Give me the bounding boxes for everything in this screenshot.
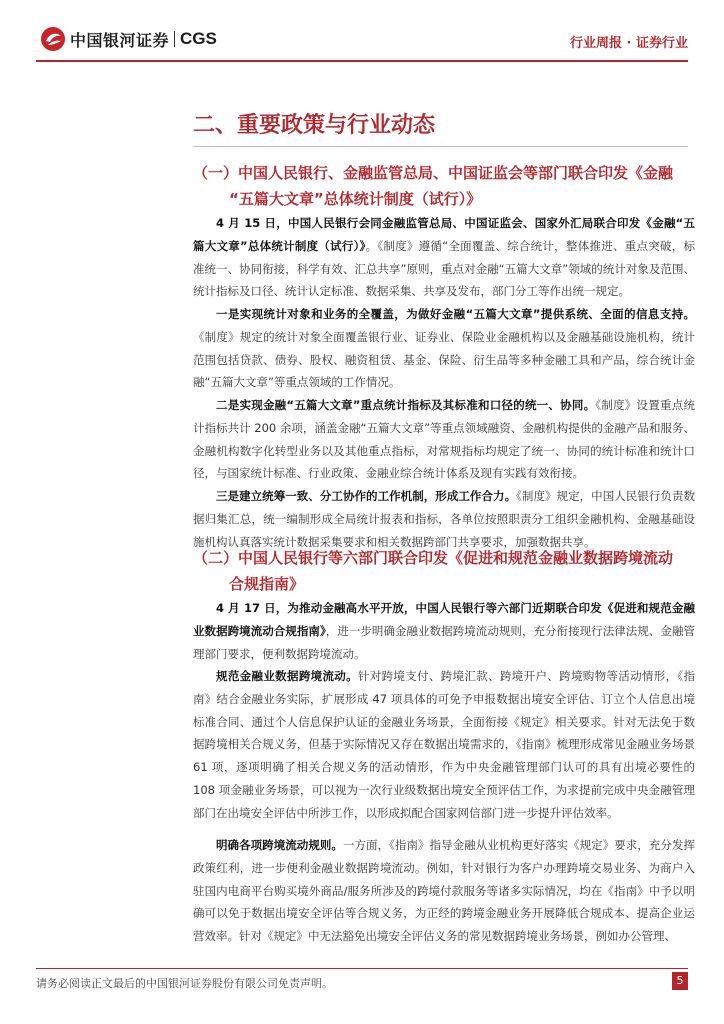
paragraph-2 xyxy=(193,303,695,394)
subsection-title-2-line1: （二）中国人民银行等六部门联合印发《促进和规范金融业数据跨境流动 xyxy=(193,549,674,567)
header-divider xyxy=(36,60,688,62)
paragraph-3-body: 《制度》设置重点统计指标共计 200 余项，涵盖金融“五篇大文章”等重点领域融资、金融机构提供的金融产品和服务、金融机构数字化转型业务以及其他重点指标，对常规指标均规定了统一、协同的统计标准和统计口径，与国家统计标准、行业政策、金融业综合统计体系及现有实践有效衔接。 xyxy=(193,398,695,481)
paragraph-6-body: 针对跨境支付、跨境汇款、跨境开户、跨境购物等活动情形，《指南》结合金融业务实际，扩展形成 47 项具体的可免予申报数据出境安全评估、订立个人信息出境标准合同、通过个人信息保护认证的金融业务场景，全面衔接《规定》相关要求。针对无法免于数据跨境相关合规义务，但基于实际情况又存在数据出境需求的，《指南》梳理形成常见金融业务场景 61 项，逐项明确了相关合规义务的活动情形，作为中央金融管理部门认可的具有出境必要性的 108 项金融业务场景，可以视为一次行业级数据出境安全预评估工作，为求提前完成中央金融管理部门在出境安全评估中所涉工作，以形成拟配合国家网信部门进一步提升评估效率。 xyxy=(193,669,696,820)
page-header xyxy=(0,0,724,66)
paragraph-4 xyxy=(193,485,695,553)
subsection-title-1-line2: “五篇大文章”总体统计制度（试行）》 xyxy=(229,190,482,208)
paragraph-5 xyxy=(193,597,695,665)
footer-divider xyxy=(36,968,688,969)
logo-chinese-name: 中国银河证券 xyxy=(70,30,170,50)
subsection-title-1 xyxy=(193,160,693,212)
cgs-logo-icon xyxy=(40,26,66,52)
paragraph-4-lead: 三是建立统筹一致、分工协作的工作机制，形成工作合力。 xyxy=(216,489,517,503)
paragraph-7 xyxy=(193,834,695,948)
paragraph-4-body: 《制度》规定，中国人民银行负责数据归集汇总，统一编制形成全局统计报表和指标，各单位按照职责分工组织金融机构、金融基础设施机构认真落实统计数据采集要求和相关数据跨部门共享要求，加强数据共享。 xyxy=(193,489,695,549)
page-number: 5 xyxy=(672,972,688,990)
paragraph-2-body: 《制度》规定的统计对象全面覆盖银行业、证券业、保险业金融机构以及金融基础设施机构，统计范围包括贷款、债券、股权、融资租赁、基金、保险、衍生品等多种金融工具和产品，综合统计金融“五篇大文章”等重点领域的工作情况。 xyxy=(193,329,695,390)
paragraph-7-body: 一方面，《指南》指导金融从业机构更好落实《规定》要求，充分发挥政策红利，进一步便利金融业数据跨境流动。例如，针对银行为客户办理跨境交易业务、为商户入驻国内电商平台购买境外商品/服务所涉及的跨境付款服务等诸多实际情况，均在《指南》中予以明确可以免于数据出境安全评估等合规义务，为正经的跨境金融业务开展降低合规成本、提高企业运营效率。针对《规定》中无法豁免出境安全评估义务的常见数据跨境业务场景，例如办公管理、 xyxy=(193,838,695,944)
paragraph-1 xyxy=(193,212,695,303)
footer-disclaimer: 请务必阅读正文最后的中国银河证券股份有限公司免责声明。 xyxy=(36,977,333,990)
paragraph-5-body: ，进一步明确金融业数据跨境流动规则，充分衔接现行法律法规、金融管理部门要求，便利数据跨境流动。 xyxy=(193,623,696,661)
section-title: 二、重要政策与行业动态 xyxy=(193,113,436,138)
section-divider xyxy=(193,146,688,147)
paragraph-7-lead: 明确各项跨境流动规则。 xyxy=(216,838,343,852)
report-type-label: 行业周报 · 证券行业 xyxy=(570,36,688,51)
logo-divider xyxy=(174,31,175,47)
subsection-title-2-line2: 合规指南》 xyxy=(229,575,305,593)
paragraph-3-lead: 二是实现金融“五篇大文章”重点统计指标及其标准和口径的统一、协同。 xyxy=(216,398,596,412)
subsection-title-1-line1: （一）中国人民银行、金融监管总局、中国证监会等部门联合印发《金融 xyxy=(193,164,674,182)
logo-english-name: CGS xyxy=(180,29,217,48)
paragraph-6-lead: 规范金融业数据跨境流动。 xyxy=(216,669,358,683)
paragraph-6 xyxy=(193,665,695,825)
paragraph-2-lead: 一是实现统计对象和业务的全覆盖，为做好金融“五篇大文章”提供系统、全面的信息支持。 xyxy=(216,307,695,321)
company-logo xyxy=(40,26,217,52)
subsection-title-2 xyxy=(193,545,693,597)
paragraph-1-lead: 4 月 15 日，中国人民银行会同金融监管总局、中国证监会、国家外汇局联合印发《金融“五篇大文章”总体统计制度（试行）》 xyxy=(193,216,695,253)
paragraph-3 xyxy=(193,394,695,485)
paragraph-5-lead: 4 月 17 日，为推动金融高水平开放，中国人民银行等六部门近期联合印发《促进和规范金融业数据跨境流动合规指南》 xyxy=(193,601,695,638)
paragraph-1-body: 。《制度》遵循“全面覆盖、综合统计，整体推进、重点突破，标准统一、协同衔接，科学有效、汇总共享”原则，重点对金融“五篇大文章”领域的统计对象及范围、统计指标及口径、统计认定标准、数据采集、共享及发布，部门分工等作出统一规定。 xyxy=(193,238,695,299)
